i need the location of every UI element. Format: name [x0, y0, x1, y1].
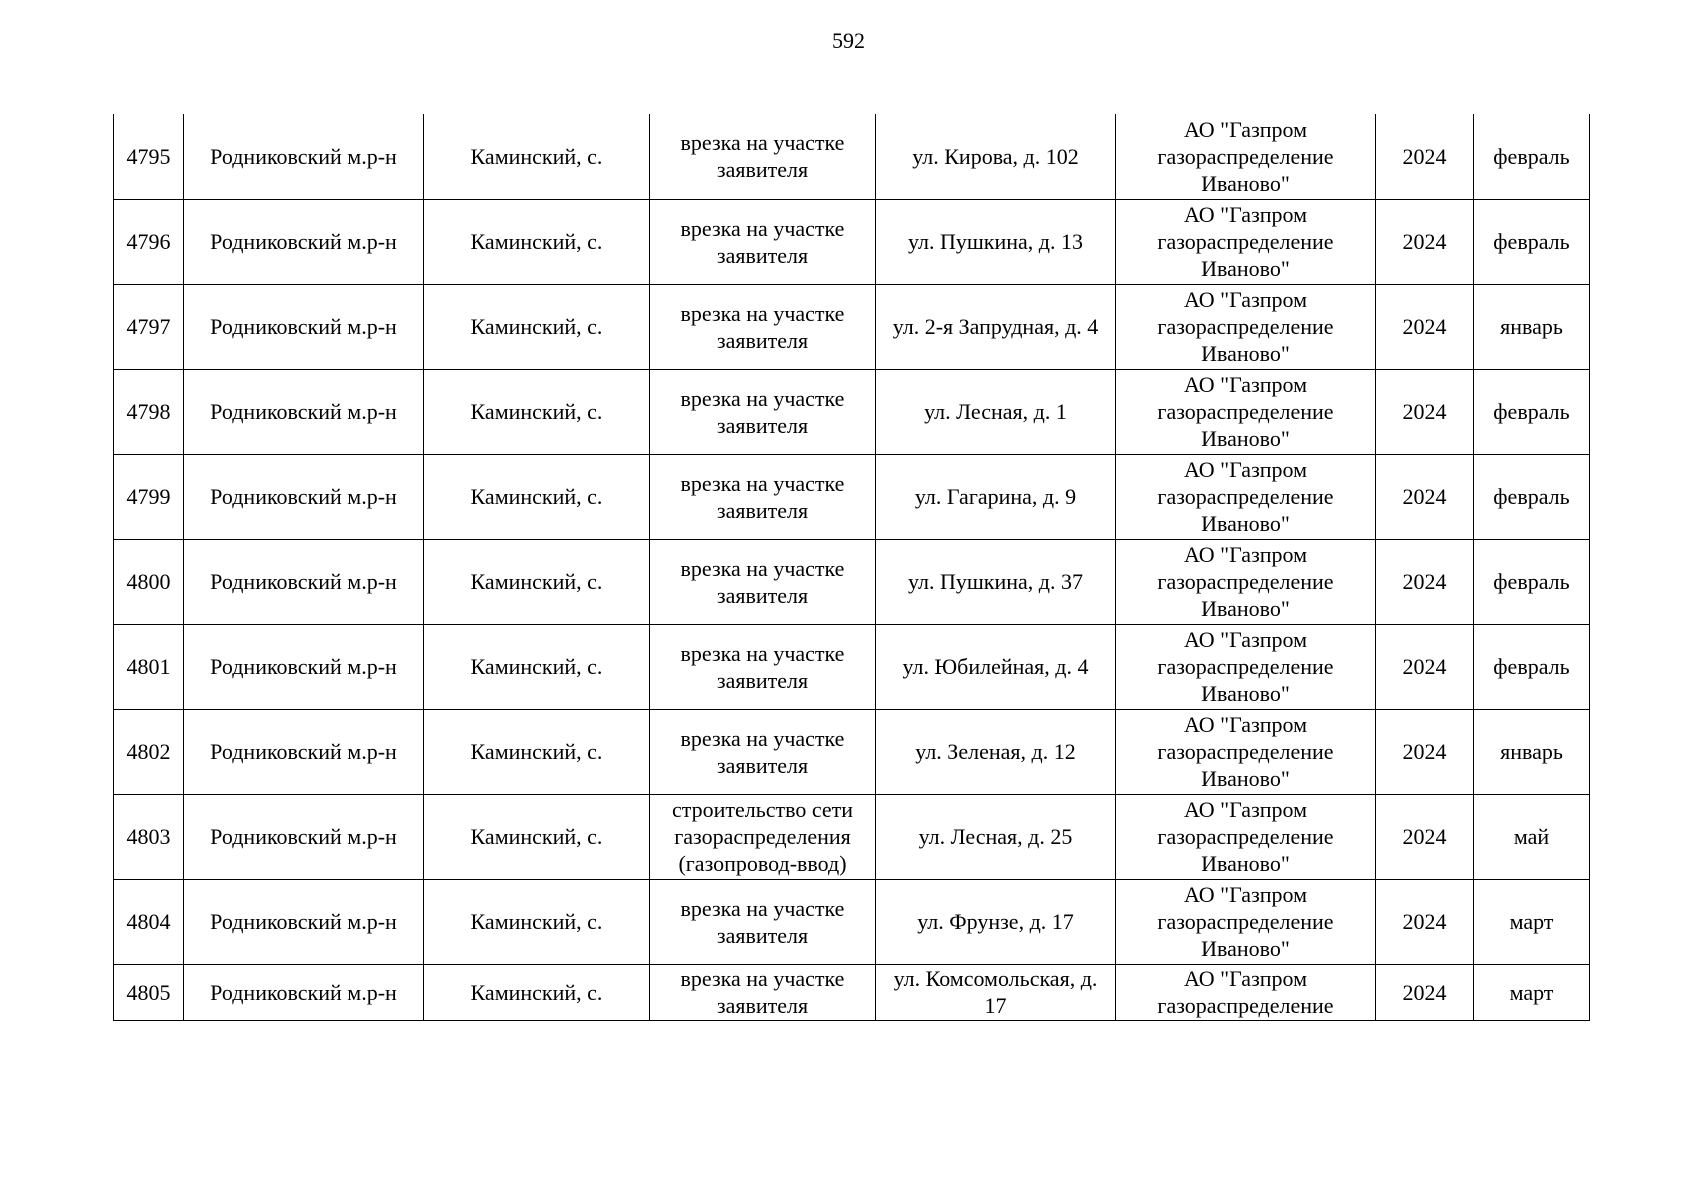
row-number-text: 4799	[126, 484, 171, 509]
organization-line: АО "Газпром	[1183, 882, 1308, 907]
month-text: февраль	[1493, 569, 1570, 594]
row-number-cell	[114, 454, 184, 539]
year-text: 2024	[1402, 739, 1447, 764]
table-row	[114, 284, 1590, 369]
organization-cell	[1116, 284, 1376, 369]
organization-line: Иваново"	[1201, 170, 1290, 196]
district-text: Родниковский м.р-н	[210, 824, 397, 849]
year-cell	[1376, 709, 1474, 794]
address-text: ул. Юбилейная, д. 4	[902, 654, 1089, 679]
organization-line: газораспределение	[1157, 143, 1334, 169]
year-cell	[1376, 454, 1474, 539]
organization-line: Иваново"	[1201, 766, 1290, 791]
district-cell	[184, 199, 424, 284]
month-text: март	[1509, 909, 1554, 934]
month-text: февраль	[1493, 484, 1570, 509]
row-number-cell	[114, 199, 184, 284]
work-type-text: врезка на участке заявителя	[680, 725, 845, 778]
work-type-cell	[650, 284, 876, 369]
organization-line: АО "Газпром	[1183, 712, 1308, 737]
row-number-text: 4801	[126, 654, 171, 679]
organization-line: Иваново"	[1201, 936, 1290, 961]
work-type-text: врезка на участке заявителя	[680, 470, 845, 523]
organization-line: АО "Газпром	[1183, 202, 1308, 227]
page-number: 592	[832, 28, 865, 53]
organization-line: Иваново"	[1201, 596, 1290, 621]
settlement-text: Каминский, с.	[470, 314, 603, 339]
address-text: ул. Кирова, д. 102	[912, 143, 1079, 169]
year-text: 2024	[1402, 229, 1447, 254]
district-text: Родниковский м.р-н	[210, 143, 397, 169]
month-cell	[1474, 539, 1590, 624]
settlement-cell	[424, 369, 650, 454]
organization-line: Иваново"	[1201, 681, 1290, 706]
address-cell	[876, 114, 1116, 199]
month-text: май	[1513, 824, 1550, 849]
work-type-text: врезка на участке заявителя	[680, 130, 845, 183]
organization-line: АО "Газпром	[1183, 457, 1308, 482]
work-type-text: врезка на участке заявителя	[680, 215, 845, 268]
district-text: Родниковский м.р-н	[210, 229, 397, 254]
address-cell	[876, 709, 1116, 794]
organization-cell	[1116, 369, 1376, 454]
month-cell	[1474, 624, 1590, 709]
district-cell	[184, 114, 424, 199]
month-text: февраль	[1493, 399, 1570, 424]
organization-line: газораспределение	[1157, 824, 1334, 849]
year-text: 2024	[1402, 314, 1447, 339]
address-cell	[876, 284, 1116, 369]
year-cell	[1376, 369, 1474, 454]
row-number-text: 4800	[126, 569, 171, 594]
year-cell	[1376, 539, 1474, 624]
organization-cell	[1116, 709, 1376, 794]
organization-line: Иваново"	[1201, 256, 1290, 281]
district-cell	[184, 794, 424, 879]
month-cell	[1474, 964, 1590, 1020]
settlement-text: Каминский, с.	[470, 143, 603, 169]
work-type-text: врезка на участке заявителя	[680, 640, 845, 693]
work-type-cell	[650, 624, 876, 709]
month-cell	[1474, 369, 1590, 454]
settlement-cell	[424, 879, 650, 964]
settlement-text: Каминский, с.	[470, 979, 603, 1005]
organization-line: АО "Газпром	[1183, 542, 1308, 567]
settlement-text: Каминский, с.	[470, 824, 603, 849]
work-type-cell	[650, 709, 876, 794]
organization-line: газораспределение	[1157, 399, 1334, 424]
district-cell	[184, 284, 424, 369]
work-type-text: врезка на участке заявителя	[680, 300, 845, 353]
month-cell	[1474, 454, 1590, 539]
work-type-text: врезка на участке заявителя	[680, 966, 845, 1018]
organization-cell	[1116, 794, 1376, 879]
table-row	[114, 114, 1590, 199]
settlement-cell	[424, 284, 650, 369]
address-cell	[876, 964, 1116, 1020]
address-text: ул. Лесная, д. 25	[918, 824, 1073, 849]
district-cell	[184, 964, 424, 1020]
row-number-cell	[114, 879, 184, 964]
work-type-cell	[650, 199, 876, 284]
address-cell	[876, 879, 1116, 964]
organization-line: газораспределение	[1157, 569, 1334, 594]
row-number-text: 4798	[126, 399, 171, 424]
district-text: Родниковский м.р-н	[210, 569, 397, 594]
year-text: 2024	[1402, 979, 1447, 1005]
address-text: ул. Комсомольская, д. 17	[893, 966, 1098, 1018]
address-text: ул. Зеленая, д. 12	[915, 739, 1076, 764]
address-cell	[876, 454, 1116, 539]
settlement-text: Каминский, с.	[470, 654, 603, 679]
district-text: Родниковский м.р-н	[210, 909, 397, 934]
month-text: февраль	[1493, 654, 1570, 679]
organization-line: АО "Газпром	[1183, 287, 1308, 312]
organization-line: газораспределение	[1157, 654, 1334, 679]
settlement-cell	[424, 454, 650, 539]
organization-cell	[1116, 964, 1376, 1020]
organization-line: Иваново"	[1201, 426, 1290, 451]
work-type-cell	[650, 964, 876, 1020]
table-body	[114, 114, 1590, 1020]
work-type-cell	[650, 114, 876, 199]
year-text: 2024	[1402, 143, 1447, 169]
organization-line: газораспределение	[1157, 314, 1334, 339]
organization-cell	[1116, 199, 1376, 284]
organization-line: АО "Газпром	[1183, 116, 1308, 142]
month-cell	[1474, 709, 1590, 794]
row-number-cell	[114, 114, 184, 199]
month-text: март	[1509, 979, 1554, 1005]
work-type-text: врезка на участке заявителя	[680, 895, 845, 948]
organization-cell	[1116, 624, 1376, 709]
row-number-cell	[114, 369, 184, 454]
settlement-text: Каминский, с.	[470, 569, 603, 594]
district-text: Родниковский м.р-н	[210, 739, 397, 764]
district-cell	[184, 709, 424, 794]
address-cell	[876, 794, 1116, 879]
table-row	[114, 879, 1590, 964]
year-text: 2024	[1402, 909, 1447, 934]
district-text: Родниковский м.р-н	[210, 314, 397, 339]
month-cell	[1474, 879, 1590, 964]
table-row	[114, 369, 1590, 454]
organization-line: АО "Газпром	[1183, 627, 1308, 652]
district-cell	[184, 539, 424, 624]
row-number-cell	[114, 794, 184, 879]
table-row	[114, 454, 1590, 539]
work-type-cell	[650, 369, 876, 454]
row-number-text: 4804	[126, 909, 171, 934]
settlement-text: Каминский, с.	[470, 229, 603, 254]
district-cell	[184, 624, 424, 709]
month-cell	[1474, 114, 1590, 199]
row-number-text: 4797	[126, 314, 171, 339]
work-type-text: строительство сети газораспределения (газопровод-ввод)	[671, 797, 854, 876]
table-row	[114, 624, 1590, 709]
organization-line: газораспределение	[1157, 909, 1334, 934]
row-number-text: 4796	[126, 229, 171, 254]
month-text: февраль	[1493, 229, 1570, 254]
organization-cell	[1116, 879, 1376, 964]
year-cell	[1376, 284, 1474, 369]
address-text: ул. Лесная, д. 1	[924, 399, 1067, 424]
row-number-text: 4803	[126, 824, 171, 849]
row-number-cell	[114, 624, 184, 709]
month-text: январь	[1500, 314, 1563, 339]
district-text: Родниковский м.р-н	[210, 979, 397, 1005]
settlement-cell	[424, 199, 650, 284]
year-cell	[1376, 879, 1474, 964]
month-cell	[1474, 199, 1590, 284]
settlement-cell	[424, 964, 650, 1020]
row-number-text: 4802	[126, 739, 171, 764]
organization-cell	[1116, 114, 1376, 199]
organization-line: газораспределение	[1157, 739, 1334, 764]
organization-line: АО "Газпром	[1183, 797, 1308, 822]
table-row	[114, 199, 1590, 284]
row-number-text: 4805	[126, 979, 171, 1005]
work-type-text: врезка на участке заявителя	[680, 385, 845, 438]
district-text: Родниковский м.р-н	[210, 399, 397, 424]
month-cell	[1474, 794, 1590, 879]
year-cell	[1376, 964, 1474, 1020]
settlement-cell	[424, 114, 650, 199]
address-cell	[876, 624, 1116, 709]
row-number-text: 4795	[126, 143, 171, 169]
organization-line: газораспределение	[1157, 484, 1334, 509]
organization-line: Иваново"	[1201, 851, 1290, 876]
work-type-cell	[650, 794, 876, 879]
year-text: 2024	[1402, 399, 1447, 424]
row-number-cell	[114, 709, 184, 794]
work-type-text: врезка на участке заявителя	[680, 555, 845, 608]
row-number-cell	[114, 539, 184, 624]
month-cell	[1474, 284, 1590, 369]
year-text: 2024	[1402, 484, 1447, 509]
address-text: ул. Гагарина, д. 9	[914, 484, 1077, 509]
year-cell	[1376, 114, 1474, 199]
address-cell	[876, 539, 1116, 624]
organization-line: АО "Газпром	[1183, 966, 1308, 991]
address-text: ул. Фрунзе, д. 17	[917, 909, 1074, 934]
organization-cell	[1116, 454, 1376, 539]
organization-line: Иваново"	[1201, 511, 1290, 536]
gasification-table	[113, 114, 1590, 1021]
table-row	[114, 794, 1590, 879]
row-number-cell	[114, 284, 184, 369]
district-cell	[184, 454, 424, 539]
row-number-cell	[114, 964, 184, 1020]
organization-line: АО "Газпром	[1183, 372, 1308, 397]
address-cell	[876, 369, 1116, 454]
settlement-cell	[424, 539, 650, 624]
settlement-cell	[424, 709, 650, 794]
year-cell	[1376, 794, 1474, 879]
settlement-text: Каминский, с.	[470, 399, 603, 424]
table-row	[114, 539, 1590, 624]
settlement-cell	[424, 624, 650, 709]
settlement-text: Каминский, с.	[470, 484, 603, 509]
district-cell	[184, 369, 424, 454]
month-text: февраль	[1493, 143, 1570, 169]
work-type-cell	[650, 879, 876, 964]
table-row	[114, 709, 1590, 794]
work-type-cell	[650, 539, 876, 624]
district-text: Родниковский м.р-н	[210, 654, 397, 679]
work-type-cell	[650, 454, 876, 539]
district-cell	[184, 879, 424, 964]
table-row	[114, 964, 1590, 1020]
address-text: ул. Пушкина, д. 37	[907, 569, 1084, 594]
month-text: январь	[1500, 739, 1563, 764]
year-cell	[1376, 199, 1474, 284]
year-text: 2024	[1402, 654, 1447, 679]
address-text: ул. 2-я Запрудная, д. 4	[892, 314, 1099, 339]
year-cell	[1376, 624, 1474, 709]
organization-line: газораспределение	[1157, 993, 1334, 1018]
settlement-text: Каминский, с.	[470, 739, 603, 764]
organization-line: газораспределение	[1157, 229, 1334, 254]
year-text: 2024	[1402, 569, 1447, 594]
address-cell	[876, 199, 1116, 284]
settlement-text: Каминский, с.	[470, 909, 603, 934]
district-text: Родниковский м.р-н	[210, 484, 397, 509]
address-text: ул. Пушкина, д. 13	[907, 229, 1084, 254]
year-text: 2024	[1402, 824, 1447, 849]
settlement-cell	[424, 794, 650, 879]
organization-cell	[1116, 539, 1376, 624]
organization-line: Иваново"	[1201, 341, 1290, 366]
